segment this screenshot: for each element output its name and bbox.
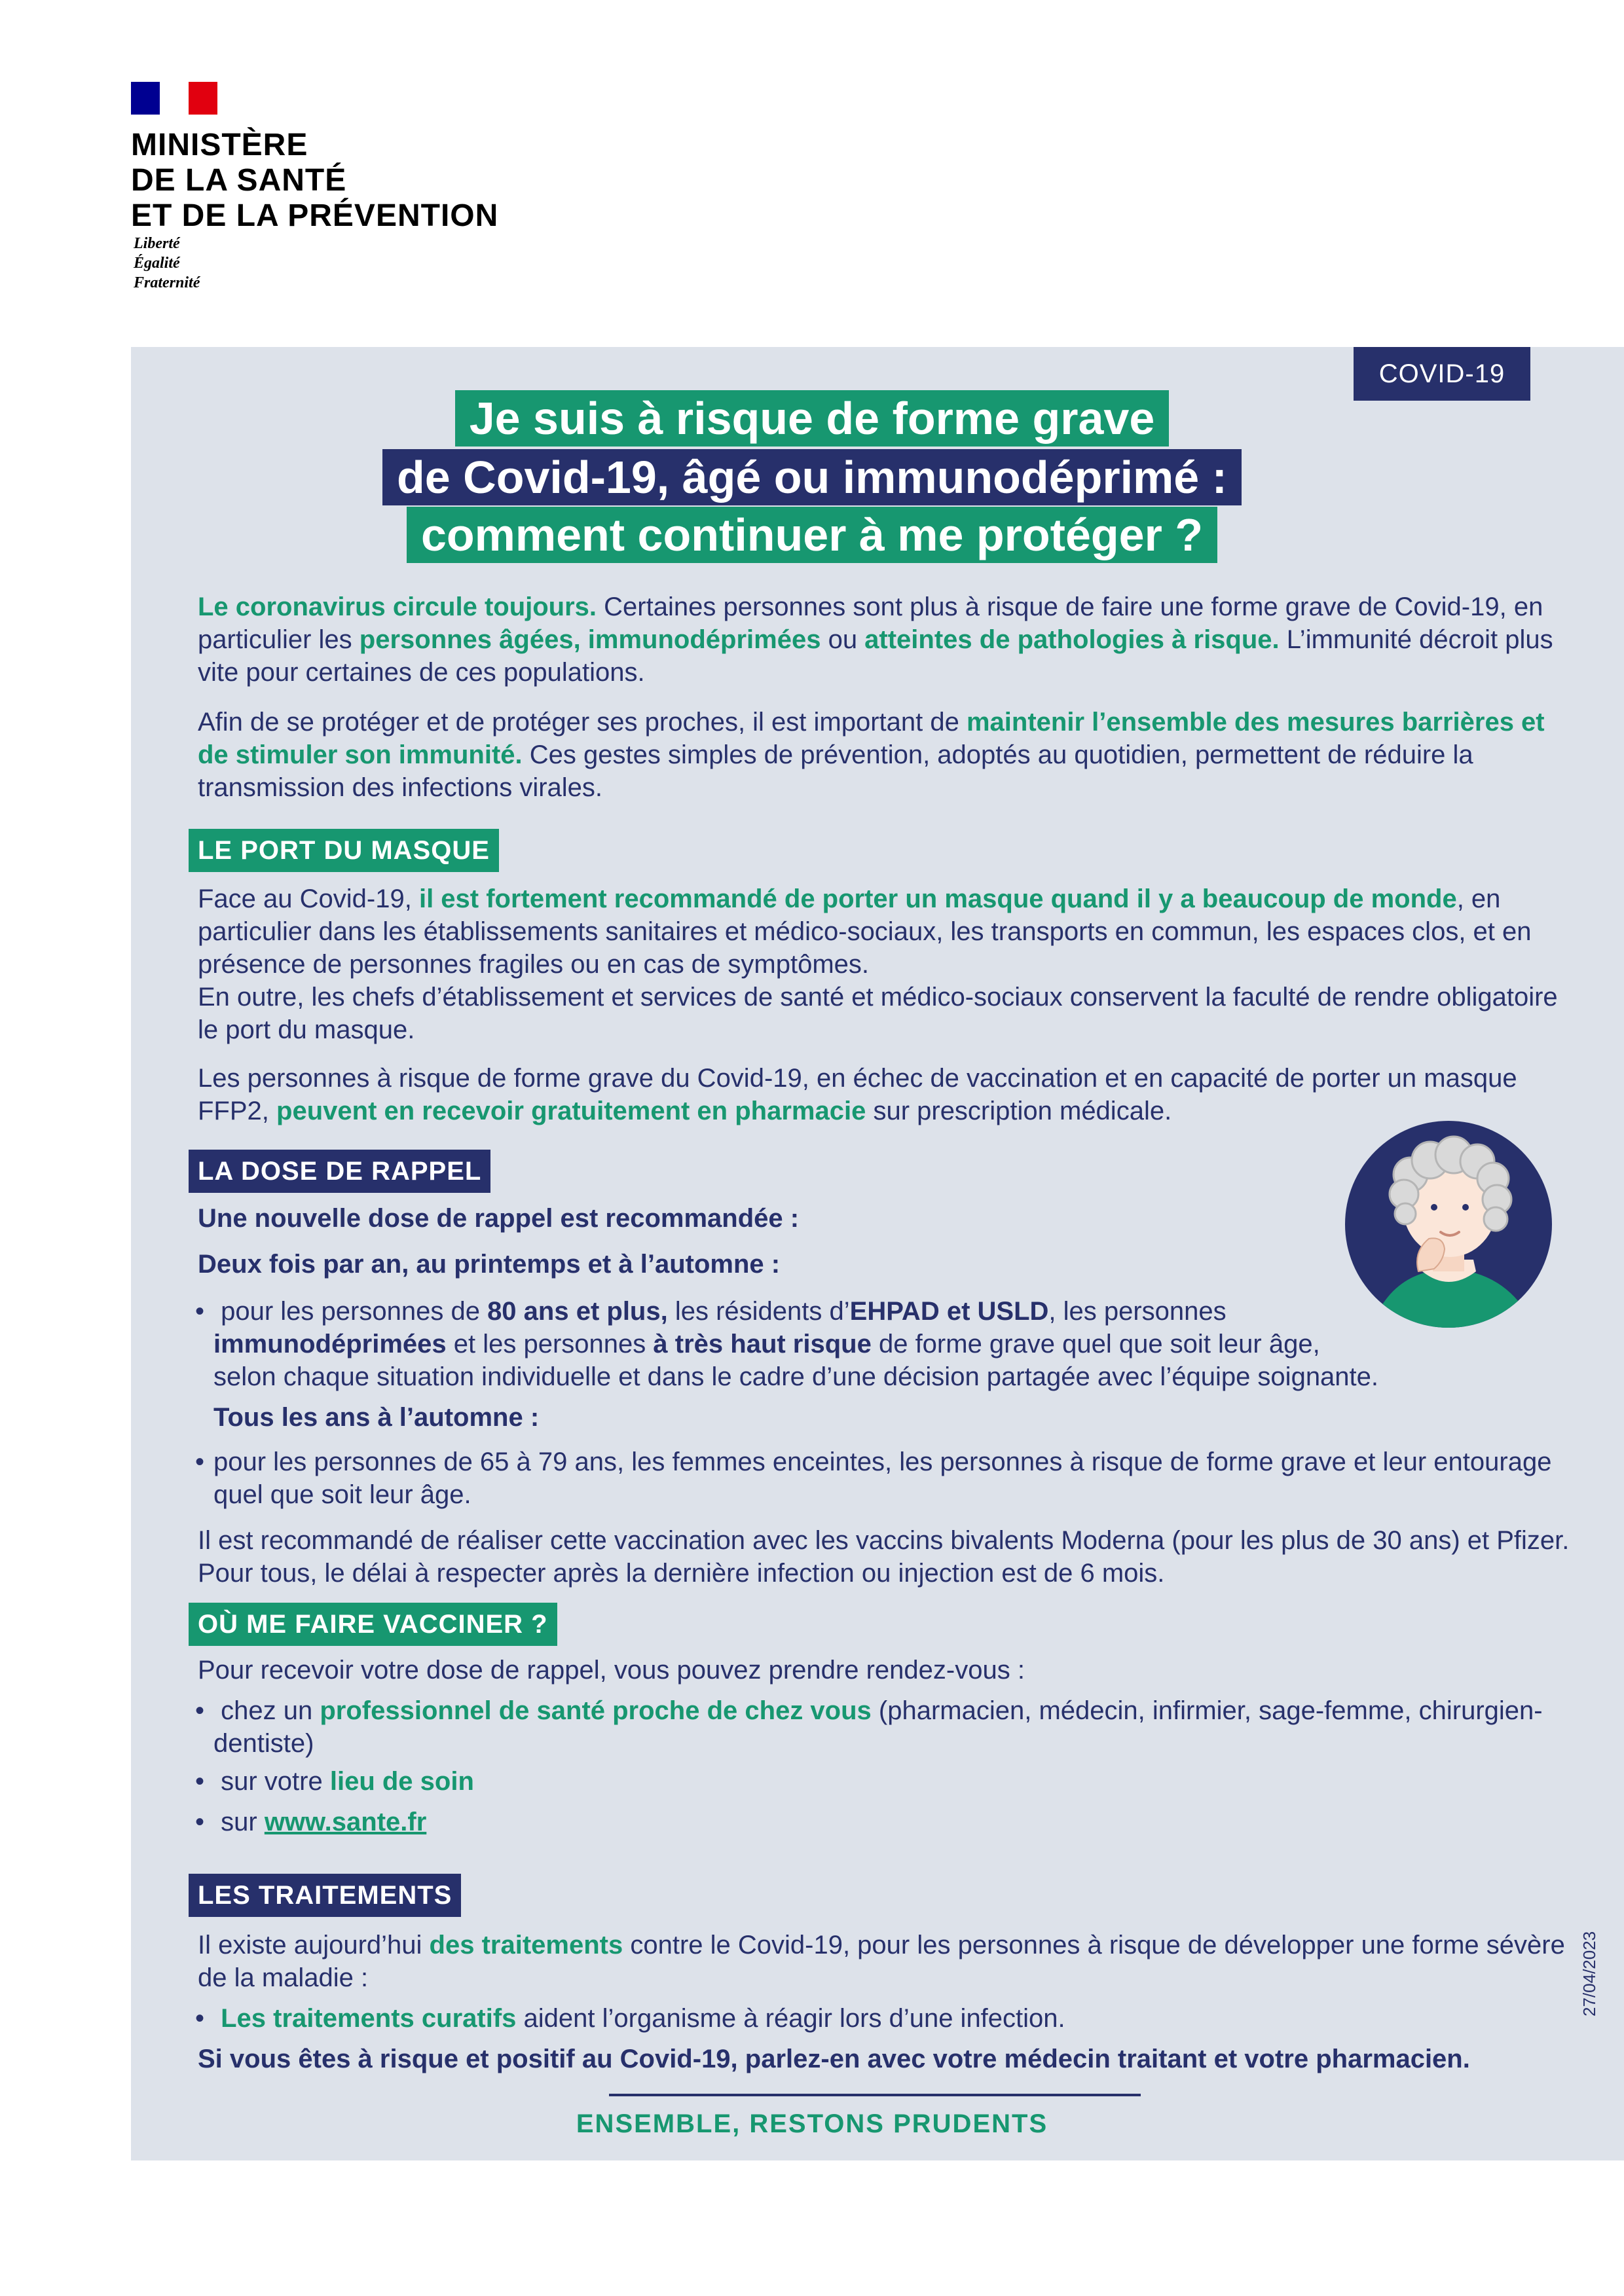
title-line-2 <box>0 449 1624 505</box>
rappel-subheading-2: Deux fois par an, au printemps et à l’automne : <box>198 1250 781 1279</box>
title-text-2: de Covid-19, âgé ou immunodéprimé : <box>382 449 1242 505</box>
vacciner-bullet-2: • sur votre lieu de soin <box>195 1765 1577 1798</box>
masque-paragraph-1: Face au Covid-19, il est fortement recommandé de porter un masque quand il y a beaucoup de monde, en particulier dans les établissements sanitaires et médico-sociaux, les transports en commun, les espaces clos, et en présence de personnes fragiles ou en cas de symptômes. En outre, les chefs d’établissement et services de santé et médico-sociaux conservent la faculté de rendre obligatoire le port du masque. <box>198 884 1558 1044</box>
motto-fraternite: Fraternité <box>134 274 200 291</box>
intro-paragraph-2: Afin de se protéger et de protéger ses proches, il est important de maintenir l’ensemble des mesures barrières et de stimuler son immunité. Ces gestes simples de prévention, adoptés au quotidien, permettent de réduire la transmission des infections virales. <box>198 708 1545 802</box>
traitements-bullet-1: • Les traitements curatifs aident l’organisme à réagir lors d’une infection. <box>195 2002 1577 2035</box>
intro-paragraph-1: Le coronavirus circule toujours. Certaines personnes sont plus à risque de faire une forme grave de Covid-19, en particulier les personnes âgées, immunodéprimées ou atteintes de pathologies à risque. L’immunité décroit plus vite pour certaines de ces populations. <box>198 592 1553 687</box>
traitements-paragraph: Il existe aujourd’hui des traitements contre le Covid-19, pour les personnes à risque de développer une forme sévère de la maladie : <box>198 1931 1565 1992</box>
covid-badge: COVID-19 <box>1354 347 1530 401</box>
rappel-paragraph: Il est recommandé de réaliser cette vaccination avec les vaccins bivalents Moderna (pour les plus de 30 ans) et Pfizer. Pour tous, le délai à respecter après la dernière infection ou injection est de 6 mois. <box>198 1526 1570 1588</box>
republic-motto <box>134 234 265 293</box>
footer-divider <box>609 2094 1141 2096</box>
vacciner-bullet-3: • sur www.sante.fr <box>195 1806 1577 1838</box>
elderly-woman-illustration <box>1345 1121 1552 1328</box>
title-text-1: Je suis à risque de forme grave <box>455 390 1170 446</box>
section-heading-traitements: LES TRAITEMENTS <box>189 1874 461 1917</box>
motto-liberte: Liberté <box>134 235 180 252</box>
vacciner-intro: Pour recevoir votre dose de rappel, vous pouvez prendre rendez-vous : <box>198 1656 1025 1685</box>
rappel-bullet-1: • pour les personnes de 80 ans et plus, les résidents d’EHPAD et USLD, les personnes immunodéprimées et les personnes à très haut risque de forme grave quel que soit leur âge, selon chaque situation individuelle et dans le cadre d’une décision partagée avec l’équipe soignante. <box>195 1295 1387 1393</box>
ministry-line-1: MINISTÈRE <box>131 128 308 162</box>
french-flag-icon <box>131 82 217 115</box>
motto-egalite: Égalité <box>134 255 180 272</box>
footer-slogan: ENSEMBLE, RESTONS PRUDENTS <box>576 2109 1048 2138</box>
title-text-3: comment continuer à me protéger ? <box>407 507 1217 563</box>
rappel-bullet-2: • pour les personnes de 65 à 79 ans, les femmes enceintes, les personnes à risque de forme grave et leur entourage quel que soit leur âge. <box>195 1446 1577 1511</box>
vacciner-bullet-1: • chez un professionnel de santé proche de chez vous (pharmacien, médecin, infirmier, sage-femme, chirurgien-dentiste) <box>195 1694 1577 1760</box>
section-heading-masque: LE PORT DU MASQUE <box>189 829 499 872</box>
ministry-line-2: DE LA SANTÉ <box>131 163 347 198</box>
sante-fr-link[interactable]: www.sante.fr <box>264 1808 427 1836</box>
rappel-subheading-1: Une nouvelle dose de rappel est recommandée : <box>198 1204 800 1233</box>
masque-paragraph-2: Les personnes à risque de forme grave du Covid-19, en échec de vaccination et en capacité de porter un masque FFP2, peuvent en recevoir gratuitement en pharmacie sur prescription médicale. <box>198 1064 1517 1125</box>
section-heading-rappel: LA DOSE DE RAPPEL <box>189 1150 490 1193</box>
title-line-3 <box>0 507 1624 563</box>
title-line-1 <box>0 390 1624 446</box>
rappel-subheading-3: Tous les ans à l’automne : <box>213 1403 540 1432</box>
publication-date: 27/04/2023 <box>1579 1931 1599 2016</box>
traitements-final-advice: Si vous êtes à risque et positif au Covid-19, parlez-en avec votre médecin traitant et votre pharmacien. <box>198 2045 1470 2073</box>
ministry-line-3: ET DE LA PRÉVENTION <box>131 198 499 233</box>
section-heading-vacciner: OÙ ME FAIRE VACCINER ? <box>189 1603 557 1646</box>
ministry-name <box>131 128 589 234</box>
